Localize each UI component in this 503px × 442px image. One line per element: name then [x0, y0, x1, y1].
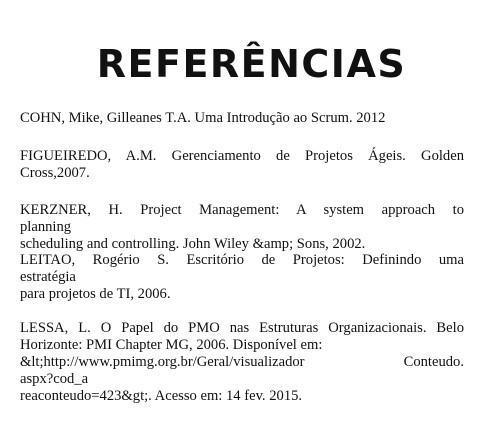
reference-cohn	[20, 110, 464, 127]
reference-line: aspx?cod_a	[20, 371, 89, 387]
reference-line: COHN, Mike, Gilleanes T.A. Uma Introdução ao Scrum. 2012	[20, 110, 386, 126]
reference-line: Cross,2007.	[20, 165, 90, 181]
reference-line: KERZNER, H. Project Management: A system approach to	[20, 202, 464, 218]
reference-line: LESSA, L. O Papel do PMO nas Estruturas Organizacionais. Belo	[20, 320, 464, 336]
reference-line: Horizonte: PMI Chapter MG, 2006. Disponível em:	[20, 337, 323, 353]
reference-line: FIGUEIREDO, A.M. Gerenciamento de Projetos Ágeis. Golden	[20, 148, 464, 164]
reference-line: &lt;http://www.pmimg.org.br/Geral/visualizador Conteudo.	[20, 354, 464, 370]
reference-line: scheduling and controlling. John Wiley &amp; Sons, 2002.	[20, 236, 366, 252]
reference-leitao	[20, 252, 464, 303]
reference-line: LEITAO, Rogério S. Escritório de Projetos: Definindo uma	[20, 252, 464, 268]
page-title: REFERÊNCIAS	[96, 42, 407, 87]
reference-line: planning	[20, 219, 72, 235]
reference-line: reaconteudo=423&gt;. Acesso em: 14 fev. 2015.	[20, 388, 303, 404]
reference-kerzner	[20, 202, 464, 253]
reference-lessa	[20, 320, 464, 405]
reference-figueiredo	[20, 148, 464, 182]
reference-line: estratégia	[20, 269, 76, 285]
reference-line: para projetos de TI, 2006.	[20, 286, 171, 302]
